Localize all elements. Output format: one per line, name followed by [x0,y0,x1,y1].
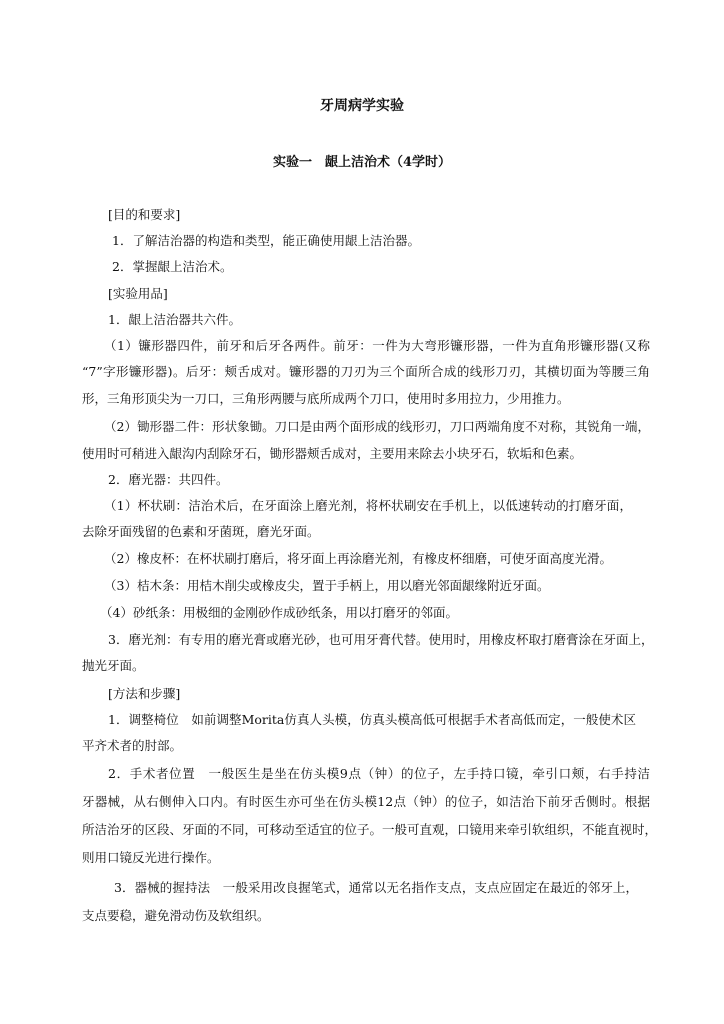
method-step-2: 2．手术者位置 一般医生是坐在仿头模9点（钟）的位子，左手持口镜，牵引口颊，右手持洁 [108,766,650,781]
paragraph-line: （4）砂纸条：用极细的金刚砂作成砂纸条，用以打磨牙的邻面。 [100,605,458,620]
paragraph-line: “7”字形镰形器)。后牙：颊舌成对。镰形器的刀刃为三个面所合成的线形刀刃，其横切面为等腰三角 [82,364,650,379]
section-heading-materials: [实验用品] [108,286,168,301]
paragraph-line: （1）杯状刷：洁治术后，在牙面涂上磨光剂，将杯状刷安在手机上，以低速转动的打磨牙面， [104,498,632,513]
method-step-3: 3．器械的握持法 一般采用改良握笔式，通常以无名指作支点，支点应固定在最近的邻牙上， [114,880,638,895]
paragraph-line: 形，三角形顶尖为一刀口，三角形两腰与底所成两个刀口，使用时多用拉力，少用推力。 [82,391,570,406]
objective-item-1: 1．了解洁治器的构造和类型，能正确使用龈上洁治器。 [112,233,420,248]
paragraph-line: 使用时可稍进入龈沟内刮除牙石，锄形器颊舌成对，主要用来除去小块牙石，软垢和色素。 [82,446,583,461]
experiment-subtitle: 实验一 龈上洁治术（4学时） [272,155,452,170]
paragraph-line: （2）橡皮杯：在杯状刷打磨后，将牙面上再涂磨光剂，有橡皮杯细磨，可使牙面高度光滑。 [104,551,612,566]
paragraph-line: 支点要稳，避免滑动伤及软组织。 [82,908,270,923]
paragraph-line: （1）镰形器四件，前牙和后牙各两件。前牙：一件为大弯形镰形器，一件为直角形镰形器(又称 [104,338,650,353]
materials-item-3: 3．磨光剂：有专用的磨光膏或磨光砂，也可用牙膏代替。使用时，用橡皮杯取打磨膏涂在牙面上， [108,632,654,647]
section-heading-methods: [方法和步骤] [108,686,181,701]
method-step-1: 1．调整椅位 如前调整Morita仿真人头模，仿真头模高低可根据手术者高低而定，一般使术区 [108,712,636,727]
section-heading-objectives: [目的和要求] [108,207,181,222]
objective-item-2: 2．掌握龈上洁治术。 [112,259,233,274]
paragraph-line: 牙器械，从右侧伸入口内。有时医生亦可坐在仿头模12点（钟）的位子，如洁治下前牙舌侧时。根据 [82,794,650,809]
paragraph-line: 平齐术者的肘部。 [82,738,183,753]
paragraph-line: 抛光牙面。 [82,658,145,673]
paragraph-line: 则用口镜反光进行操作。 [82,850,220,865]
paragraph-line: 去除牙面残留的色素和牙菌斑，磨光牙面。 [82,524,320,539]
document-title: 牙周病学实验 [320,98,404,114]
paragraph-line: （3）桔木条：用桔木削尖或橡皮尖，置于手柄上，用以磨光邻面龈缘附近牙面。 [104,578,550,593]
paragraph-line: （2）锄形器二件：形状象锄。刀口是由两个面形成的线形刃，刀口两端角度不对称，其锐角一端， [104,419,650,434]
paragraph-line: 所洁治牙的区段、牙面的不同，可移动至适宜的位子。一般可直观，口镜用来牵引软组织，不能直视时， [82,822,658,837]
materials-item-1: 1．龈上洁治器共六件。 [108,312,241,327]
materials-item-2: 2．磨光器：共四件。 [108,472,229,487]
